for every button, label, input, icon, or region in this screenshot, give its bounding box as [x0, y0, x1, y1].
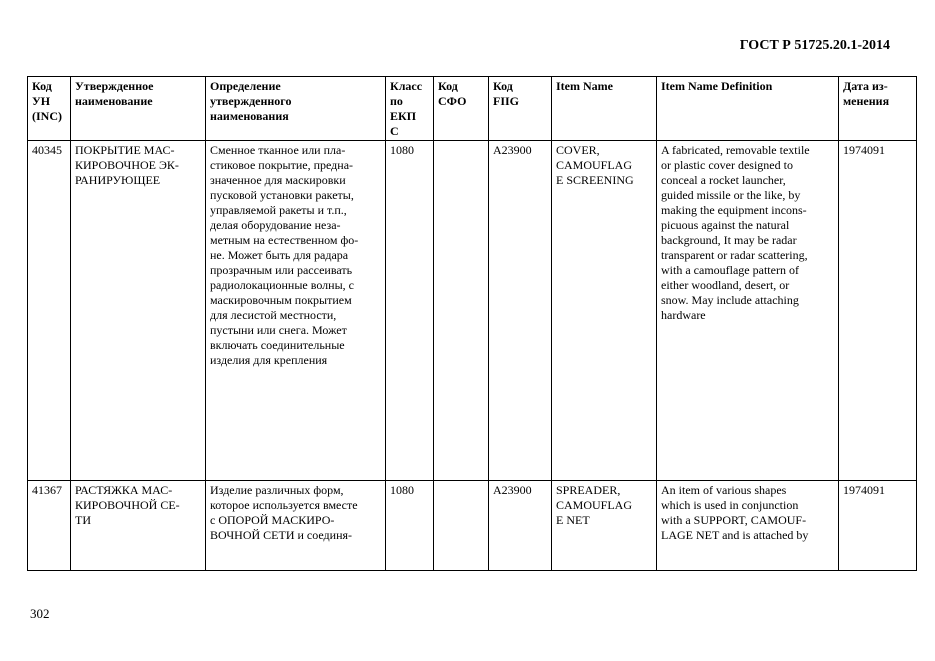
cell-inc: 40345: [28, 141, 71, 481]
col-header-inc: Код УН (INC): [28, 77, 71, 141]
header-row: [28, 77, 917, 141]
table-row: [28, 141, 917, 481]
cell-approved-name: ПОКРЫТИЕ МАС- КИРОВОЧНОЕ ЭК- РАНИРУЮЩЕЕ: [71, 141, 206, 481]
col-header-definition: Определение утвержденного наименования: [206, 77, 386, 141]
cell-date: 1974091: [839, 141, 917, 481]
col-header-item-definition: Item Name Definition: [657, 77, 839, 141]
table-row: [28, 481, 917, 571]
col-header-item-name: Item Name: [552, 77, 657, 141]
page-number: 302: [30, 606, 50, 621]
cell-sfo: [434, 141, 489, 481]
data-table: [27, 76, 917, 571]
col-header-date: Дата из- менения: [839, 77, 917, 141]
col-header-approved-name: Утвержденное наименование: [71, 77, 206, 141]
cell-class: 1080: [386, 141, 434, 481]
cell-class: 1080: [386, 481, 434, 571]
cell-fiig: A23900: [489, 481, 552, 571]
cell-definition: Изделие различных форм, которое используется вместе с ОПОРОЙ МАСКИРО- ВОЧНОЙ СЕТИ и соединя-: [206, 481, 386, 571]
cell-inc: 41367: [28, 481, 71, 571]
cell-item-definition: A fabricated, removable textile or plastic cover designed to conceal a rocket launcher, guided missile or the like, by making the equipment incons- picuous against the natural background, It may be radar transparent or radar scattering, with a camouflage pattern of either woodland, desert, or snow. May include attaching hardware: [657, 141, 839, 481]
cell-approved-name: РАСТЯЖКА МАС- КИРОВОЧНОЙ СЕ- ТИ: [71, 481, 206, 571]
cell-fiig: A23900: [489, 141, 552, 481]
col-header-fiig: Код FIIG: [489, 77, 552, 141]
col-header-class: Класс по ЕКП С: [386, 77, 434, 141]
cell-definition: Сменное тканное или пла- стиковое покрытие, предна- значенное для маскировки пусковой установки ракеты, управляемой ракеты и т.п., делая оборудование неза- метным на естественном фо- не. Может быть для радара прозрачным или рассеивать радиолокационные волны, с маскировочным покрытием для лесистой местности, пустыни или снега. Может включать соединительные изделия для крепления: [206, 141, 386, 481]
cell-item-name: SPREADER, CAMOUFLAG E NET: [552, 481, 657, 571]
cell-item-name: COVER, CAMOUFLAG E SCREENING: [552, 141, 657, 481]
col-header-sfo: Код СФО: [434, 77, 489, 141]
cell-sfo: [434, 481, 489, 571]
document-code: ГОСТ Р 51725.20.1-2014: [739, 38, 890, 53]
cell-date: 1974091: [839, 481, 917, 571]
cell-item-definition: An item of various shapes which is used in conjunction with a SUPPORT, CAMOUF- LAGE NET and is attached by: [657, 481, 839, 571]
